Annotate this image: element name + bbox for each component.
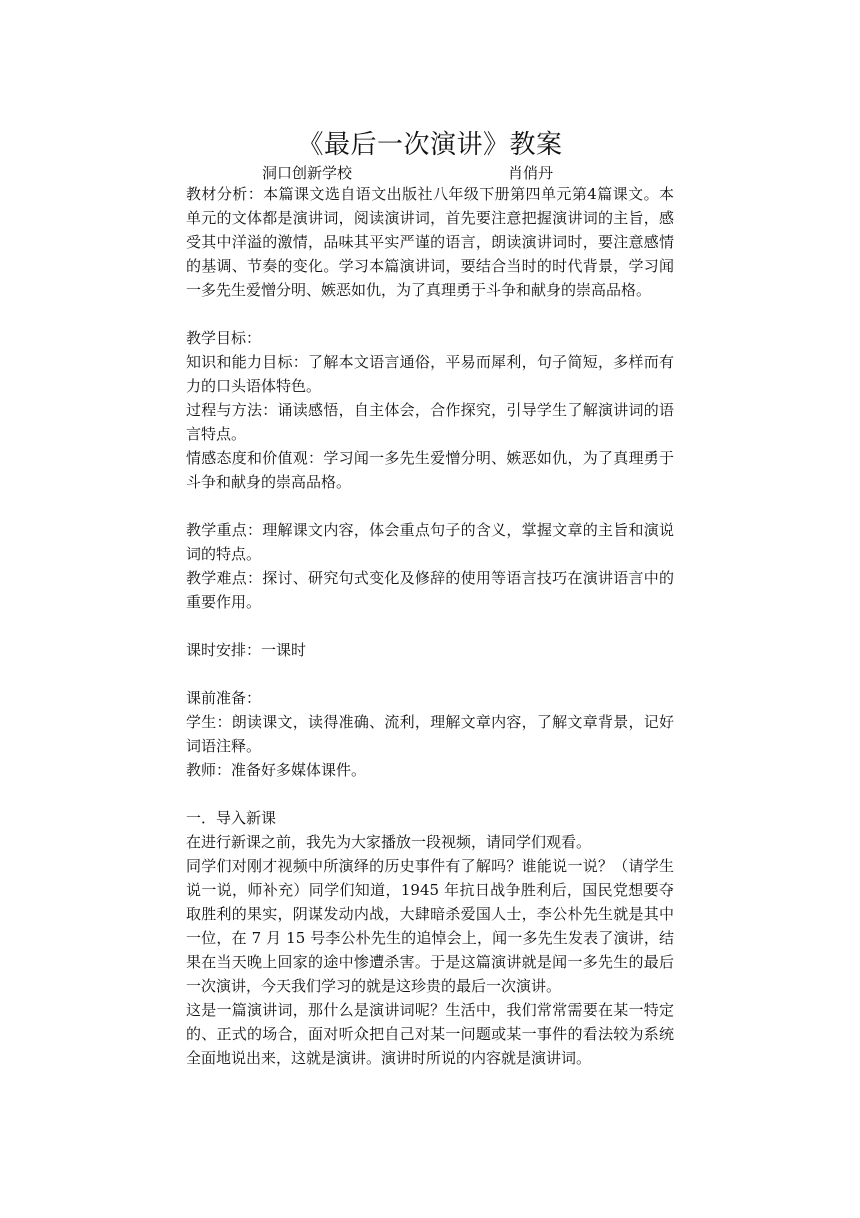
paragraph-historical-background: 同学们对刚才视频中所演绎的历史事件有了解吗？谁能说一说？（请学生说一说，师补充）同学们知道，1945 年抗日战争胜利后，国民党想要夺取胜利的果实，阴谋发动内战，大肆暗杀爱国人士，李公朴先生就是其中一位，在 7 月 15 号李公朴先生的追悼会上，闻一多先生发表了演讲，结果在当天晚上回家的途中惨遭杀害。于是这篇演讲就是闻一多先生的最后一次演讲，今天我们学习的就是这珍贵的最后一次演讲。: [186, 857, 674, 995]
author-name: 肖俏丹: [508, 164, 554, 182]
heading-introduction: 一．导入新课: [186, 809, 277, 827]
paragraph-video-introduction: 在进行新课之前，我先为大家播放一段视频，请同学们观看。: [186, 833, 592, 851]
paragraph-gap: [186, 494, 674, 518]
paragraph-process-methods: 过程与方法：诵读感悟，自主体会，合作探究，引导学生了解演讲词的语言特点。: [186, 401, 674, 443]
paragraph-key-points: 教学重点：理解课文内容，体会重点句子的含义，掌握文章的主旨和演说词的特点。: [186, 521, 674, 563]
school-name: 洞口创新学校: [262, 164, 353, 182]
paragraph-emotional-values: 情感态度和价值观：学习闻一多先生爱憎分明、嫉恶如仇，为了真理勇于斗争和献身的崇高品格。: [186, 449, 674, 491]
paragraph-student-preparation: 学生：朗读课文，读得准确、流利，理解文章内容，了解文章背景，记好词语注释。: [186, 713, 674, 755]
document-title: 《最后一次演讲》教案: [297, 130, 563, 160]
paragraph-knowledge-goals: 知识和能力目标：了解本文语言通俗，平易而犀利，句子简短，多样而有力的口头语体特色。: [186, 353, 674, 395]
paragraph-gap: [186, 614, 674, 638]
heading-preparation: 课前准备：: [186, 689, 262, 707]
heading-teaching-goals: 教学目标：: [186, 329, 262, 347]
paragraph-material-analysis: 教材分析：本篇课文选自语文出版社八年级下册第四单元第4篇课文。本单元的文体都是演讲词，阅读演讲词，首先要注意把握演讲词的主旨，感受其中洋溢的激情，品味其平实严谨的语言，朗读演讲词时，要注意感情的基调、节奏的变化。学习本篇演讲词，要结合当时的时代背景，学习闻一多先生爱憎分明、嫉恶如仇，为了真理勇于斗争和献身的崇高品格。: [186, 185, 674, 299]
paragraph-teacher-preparation: 教师：准备好多媒体课件。: [186, 761, 367, 779]
paragraph-schedule: 课时安排：一课时: [186, 641, 307, 659]
document-body: [186, 182, 674, 1070]
paragraph-gap: [186, 662, 674, 686]
paragraph-speech-definition: 这是一篇演讲词，那什么是演讲词呢？生活中，我们常常需要在某一特定的、正式的场合，面对听众把自己对某一问题或某一事件的看法较为系统全面地说出来，这就是演讲。演讲时所说的内容就是演讲词。: [186, 1001, 674, 1067]
paragraph-gap: [186, 302, 674, 326]
paragraph-gap: [186, 782, 674, 806]
paragraph-difficult-points: 教学难点：探讨、研究句式变化及修辞的使用等语言技巧在演讲语言中的重要作用。: [186, 569, 674, 611]
